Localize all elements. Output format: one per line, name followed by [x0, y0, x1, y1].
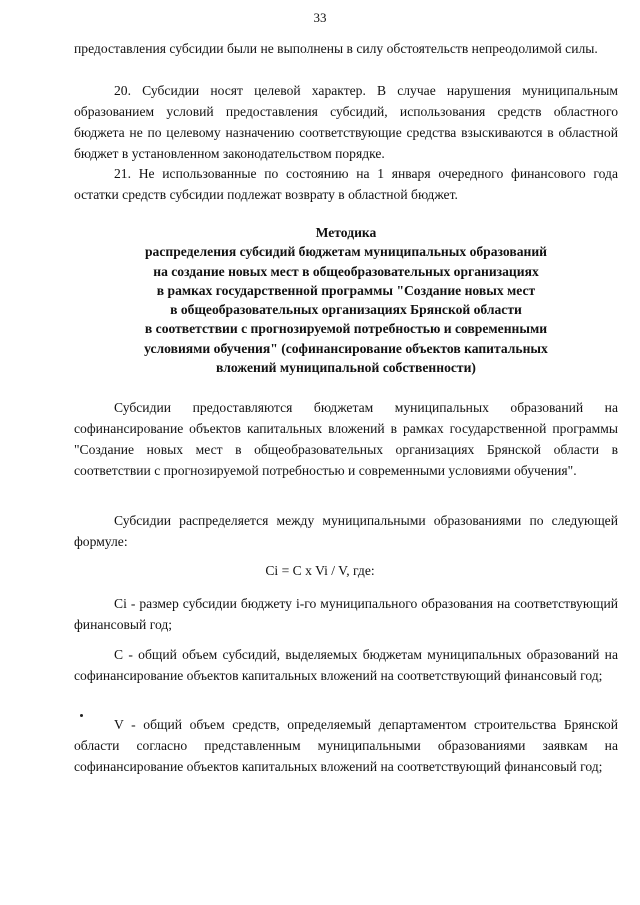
title-line: вложений муниципальной собственности): [216, 360, 476, 376]
paragraph-21: [74, 163, 618, 205]
definition-ci: [74, 593, 618, 635]
definition-c: [74, 644, 618, 686]
title-line: в соответствии с прогнозируемой потребностью и современными: [144, 321, 548, 337]
paragraph: Субсидии распределяется между муниципальными образованиями по следующей формуле:: [74, 513, 618, 549]
title-line: в общеобразовательных организациях Брянской области: [170, 302, 522, 318]
distribution-paragraph: [74, 510, 618, 552]
page-number: 33: [313, 10, 327, 25]
paragraph: Субсидии предоставляются бюджетам муниципальных образований на софинансирование объектов капитальных вложений в рамках государственной программы "Создание новых мест в общеобразовательных организациях Брянской области в соответствии с прогнозируемой потребностью и современными условиями обучения".: [74, 400, 618, 478]
title-line: на создание новых мест в общеобразовательных организациях: [153, 263, 539, 279]
top-paragraph-continuation: [74, 38, 618, 59]
paragraph-20: [74, 80, 618, 164]
paragraph: 20. Субсидии носят целевой характер. В случае нарушения муниципальным образованием условий предоставления субсидий, использования средств областного бюджета не по целевому назначению соответствующие средства взыскиваются в областной бюджет в установленном законодательством порядке.: [74, 83, 618, 161]
title-line: распределения субсидий бюджетам муниципальных образований: [144, 244, 547, 260]
title-line: в рамках государственной программы "Создание новых мест: [156, 282, 536, 298]
formula: Ci = C x Vi / V, где:: [265, 563, 375, 578]
title-line: Методика: [315, 225, 377, 240]
paragraph: предоставления субсидии были не выполнены в силу обстоятельств непреодолимой силы.: [74, 41, 598, 56]
definition: C - общий объем субсидий, выделяемых бюджетам муниципальных образований на софинансирование объектов капитальных вложений на соответствующий финансовый год;: [74, 647, 618, 683]
subsidies-paragraph: [74, 397, 618, 481]
title-line: условиями обучения" (софинансирование объектов капитальных: [144, 340, 548, 356]
paragraph: 21. Не использованные по состоянию на 1 января очередного финансового года остатки средств субсидии подлежат возврату в областной бюджет.: [74, 166, 618, 202]
definition-v: [74, 714, 618, 777]
methodology-title: [74, 223, 618, 377]
definition: V - общий объем средств, определяемый департаментом строительства Брянской области согласно представленным муниципальными образованиями заявкам на софинансирование объектов капитальных вложений на соответствующий финансовый год;: [74, 717, 618, 774]
definition: Ci - размер субсидии бюджету i-го муниципального образования на соответствующий финансовый год;: [74, 596, 618, 632]
